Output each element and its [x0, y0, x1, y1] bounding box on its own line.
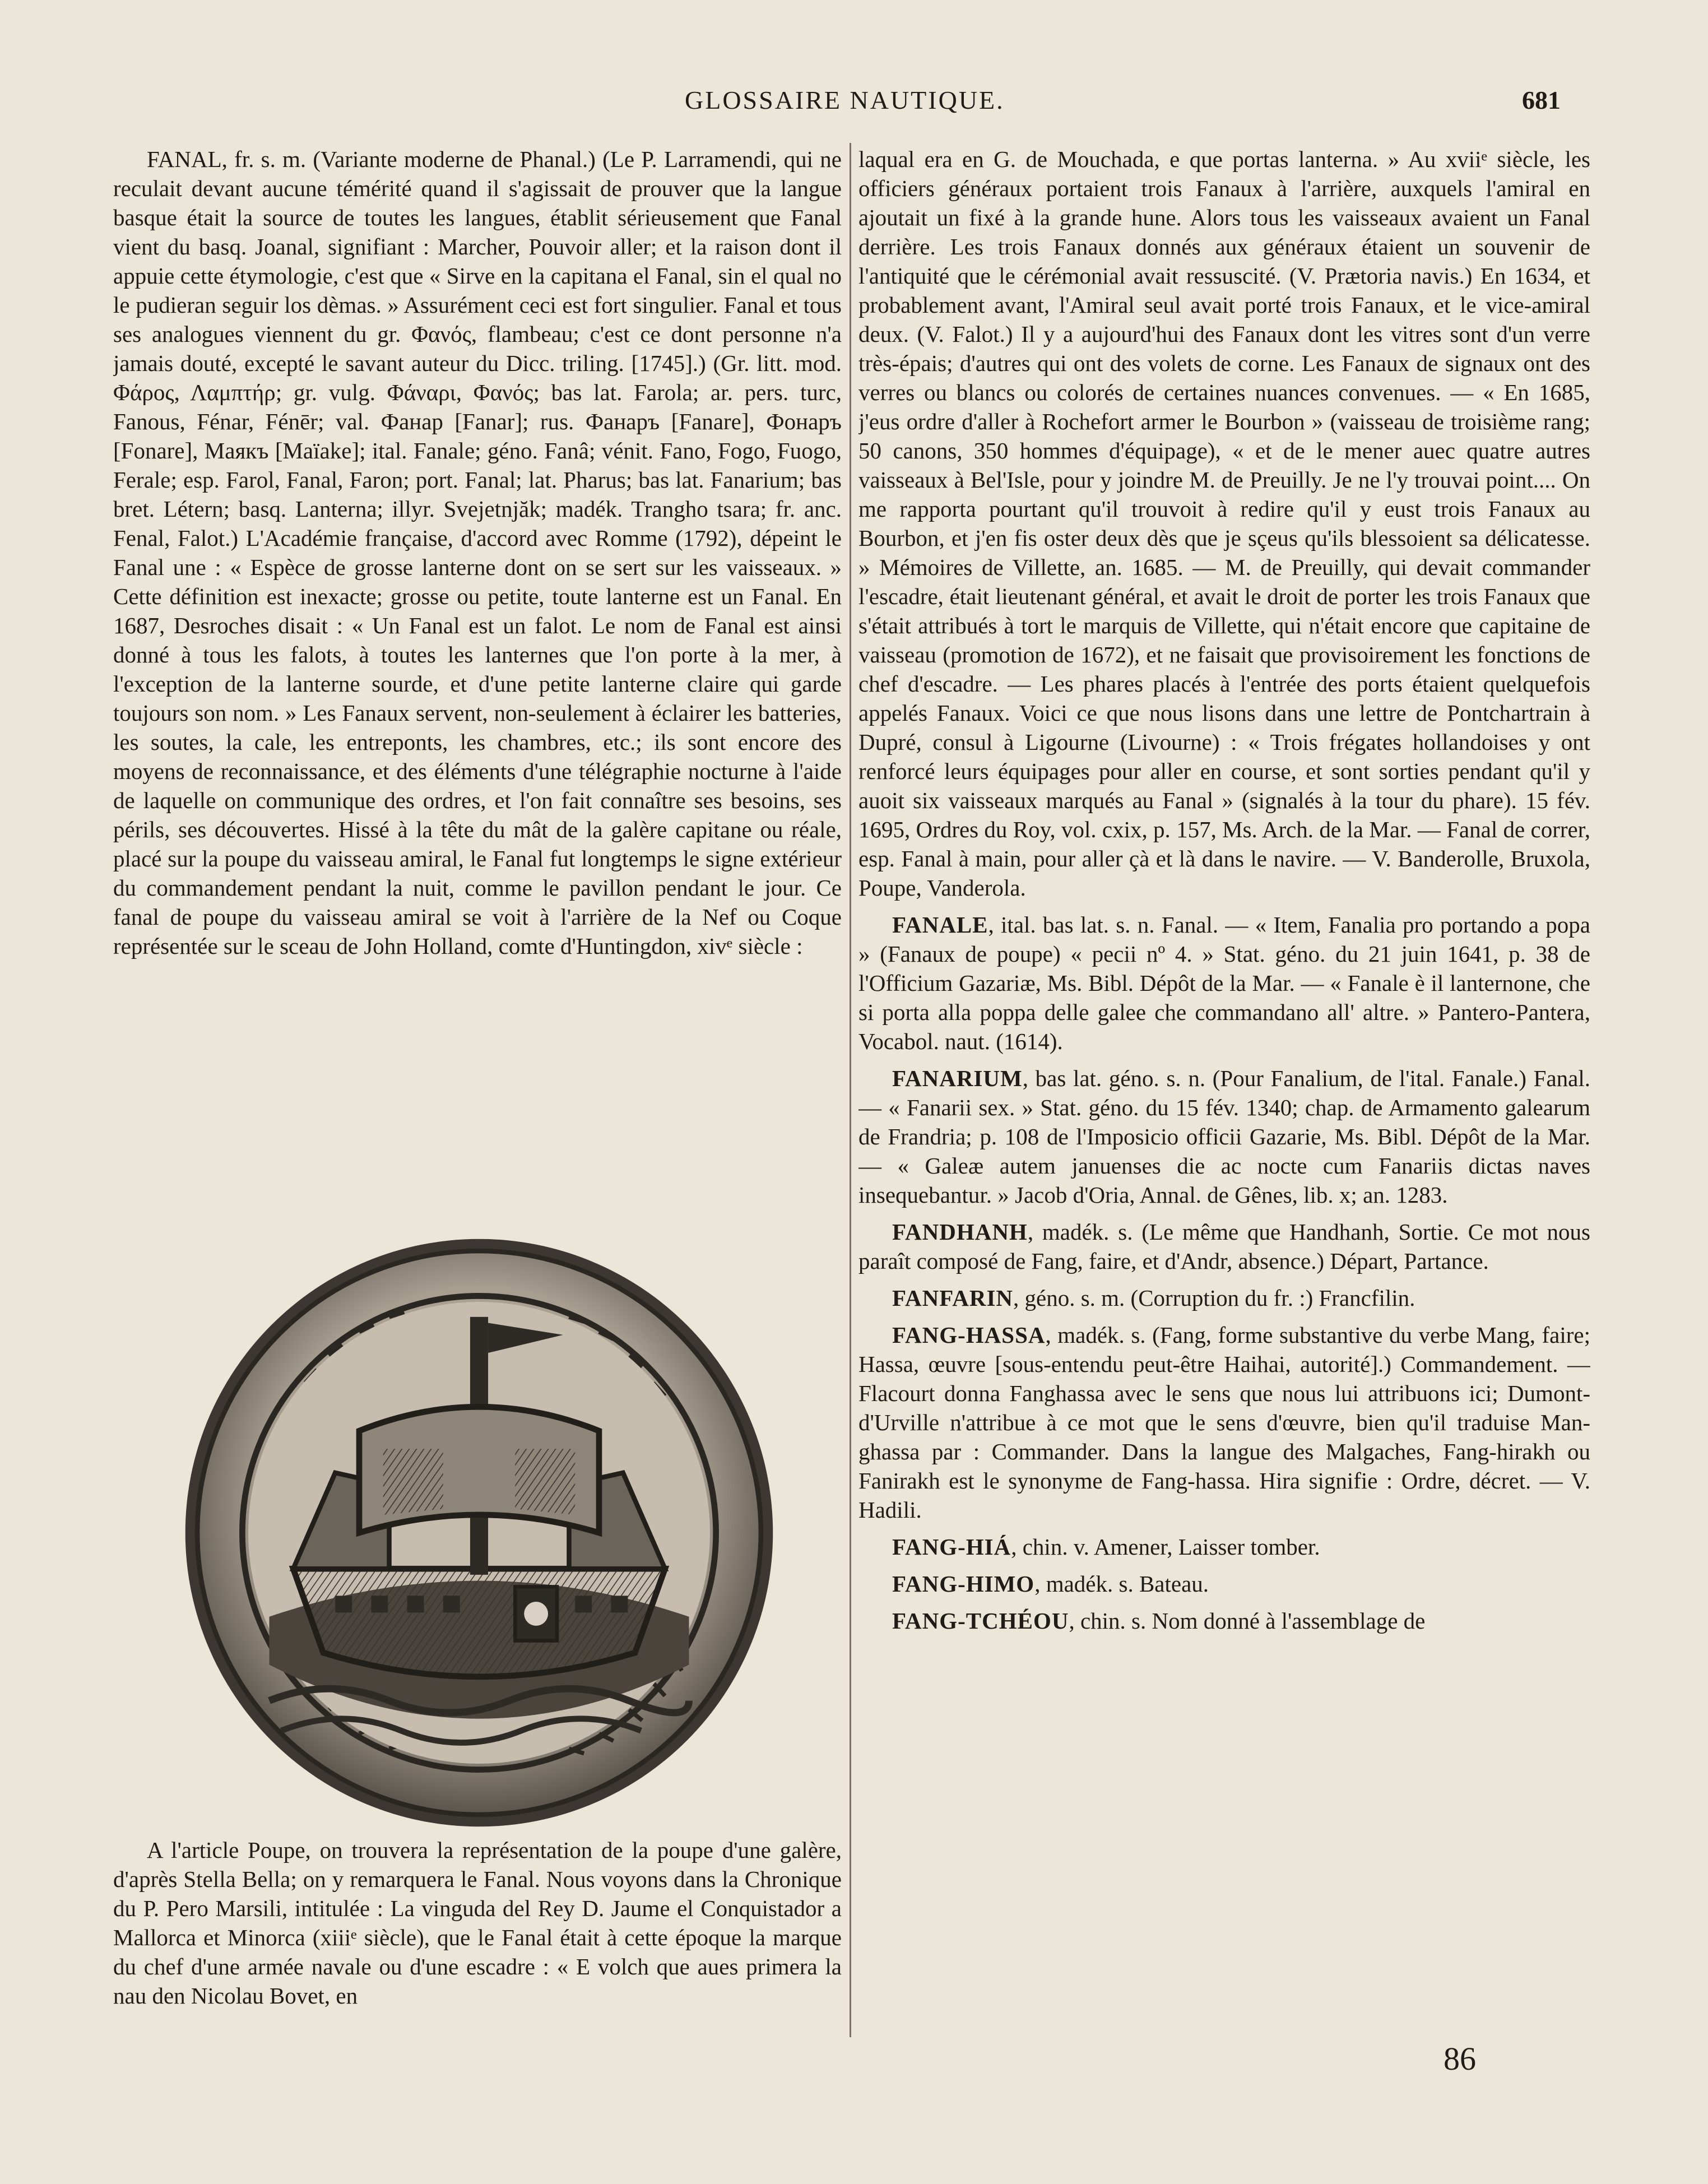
- entry-body: , ital. bas lat. s. n. Fanal. — « Item, Fanalia pro portando a popa » (Fanaux de poupe) « pecii nº 4. » Stat. géno. du 21 juin 1641, p. 38 de l'Officium Gazariæ, Ms. Bibl. Dépôt de la Mar. — « Fanale è il lanternone, che si porta alla poppa delle galee che commandano all' altre. » Pantero-Pantera, Vocabol. naut. (1614).: [858, 912, 1590, 1054]
- fanal-entry: FANAL, fr. s. m. (Variante moderne de Phanal.) (Le P. Larramendi, qui ne reculait devant aucune témérité quand il s'agissait de prouver que la langue basque était la source de toutes les langues, établit sérieusement que Fanal vient du basq. Joanal, signifiant : Marcher, Pouvoir aller; et la raison dont il appuie cette étymologie, c'est que « Sirve en la capitana el Fanal, sin el qual no le pudieran seguir los dèmas. » Assurément ceci est fort singulier. Fanal et tous ses analogues viennent du gr. Φανός, flambeau; c'est ce dont personne n'a jamais douté, excepté le savant auteur du Dicc. triling. [1745].) (Gr. litt. mod. Φάρος, Λαμπτήρ; gr. vulg. Φάναρι, Φανός; bas lat. Farola; ar. pers. turc, Fanous, Fénar, Fénēr; val. Фанар [Fanar]; rus. Фанаръ [Fanare], Фонаръ [Fonare], Маякъ [Maïake]; ital. Fanale; géno. Fanâ; vénit. Fano, Fogo, Fuogo, Ferale; esp. Farol, Fanal, Faron; port. Fanal; lat. Pharus; bas lat. Fanarium; bas bret. Létern; basq. Lanterna; illyr. Svejetnjăk; madék. Trangho tsara; fr. anc. Fenal, Falot.) L'Académie française, d'accord avec Romme (1792), dépeint le Fanal une : « Espèce de grosse lanterne dont on se sert sur les vaisseaux. » Cette définition est inexacte; grosse ou petite, toute lanterne est un Fanal. En 1687, Desroches disait : « Un Fanal est un falot. Le nom de Fanal est ainsi donné à tous les falots, à toutes les lanternes que l'on porte à la mer, à l'exception de la lanterne sourde, et d'une petite lanterne claire qui garde toujours son nom. » Les Fanaux servent, non-seulement à éclairer les batteries, les soutes, la cale, les entreponts, les chambres, etc.; ils sont encore des moyens de reconnaissance, et des éléments d'une télégraphie nocturne à l'aide de laquelle on communique des ordres, et l'on fait connaître ses besoins, ses périls, ses découvertes. Hissé à la tête du mât de la galère capitane ou réale, placé sur la poupe du vaisseau amiral, le Fanal fut longtemps le signe extérieur du commandement pendant la nuit, comme le pavillon pendant le jour. Ce fanal de poupe du vaisseau amiral se voit à l'arrière de la Nef ou Coque représentée sur le sceau de John Holland, comte d'Huntingdon, xivᵉ siècle :: [113, 146, 842, 959]
- after-seal-paragraph: [113, 1835, 842, 2010]
- entry-body: , madék. s. Bateau.: [1034, 1571, 1209, 1597]
- left-column: [113, 145, 842, 961]
- entry-body: , bas lat. géno. s. n. (Pour Fanalium, de l'ital. Fanale.) Fanal. — « Fanarii sex. » Stat. géno. du 15 fév. 1340; chap. de Armamento galearum de Frandria; p. 108 de l'Imposicio officii Gazarie, Ms. Bibl. Dépôt de la Mar. — « Galeæ autem januenses die ac nocte cum Fanariis dictas naves insequebantur. » Jacob d'Oria, Annal. de Gênes, lib. x; an. 1283.: [858, 1065, 1590, 1208]
- entry-body: , chin. v. Amener, Laisser tomber.: [1011, 1534, 1320, 1560]
- entry-fanfarin: [858, 1283, 1590, 1313]
- entry-fang-himo: [858, 1569, 1590, 1598]
- headword: FANALE: [892, 912, 988, 938]
- entry-body: , géno. s. m. (Corruption du fr. :) Francfilin.: [1013, 1285, 1415, 1311]
- entry-body: , chin. s. Nom donné à l'assemblage de: [1069, 1608, 1426, 1634]
- right-column: [858, 145, 1590, 2039]
- column-divider: [850, 143, 851, 2037]
- seal-of-john-holland-ship-icon: [179, 1233, 779, 1833]
- headword: FANG-HIÁ: [892, 1534, 1011, 1560]
- entry-body: , madék. s. (Fang, forme substantive du verbe Mang, faire; Hassa, œuvre [sous-entendu peut-être Haihai, autorité].) Commandement. — Flacourt donna Fanghassa avec le sens que nous lui attribuons ici; Dumont-d'Urville n'attribue à ce mot que le sens d'œuvre, bien qu'il traduise Man-ghassa par : Commander. Dans la langue des Malgaches, Fang-hirakh ou Fanirakh est le synonyme de Fang-hassa. Hira signifie : Ordre, décret. — V. Hadili.: [858, 1322, 1590, 1523]
- page-number: 681: [1522, 86, 1561, 114]
- entry-fandhanh: [858, 1217, 1590, 1276]
- headword: FANDHANH: [892, 1219, 1028, 1245]
- entry-body: , madék. s. (Le même que Handhanh, Sortie. Ce mot nous paraît composé de Fang, faire, et d'Andr, absence.) Départ, Partance.: [858, 1219, 1590, 1274]
- headword: FANG-TCHÉOU: [892, 1608, 1069, 1634]
- entry-fanale: [858, 910, 1590, 1056]
- headword: FANG-HIMO: [892, 1571, 1035, 1597]
- entry-fang-hassa: [858, 1320, 1590, 1524]
- seal-illustration: [179, 1233, 779, 1833]
- page-title: GLOSSAIRE NAUTIQUE.: [685, 86, 1005, 114]
- headword: FANFARIN: [892, 1285, 1014, 1311]
- entry-fang-tcheou: [858, 1606, 1590, 1635]
- running-header: [0, 85, 1708, 119]
- poupe-reference-text: A l'article Poupe, on trouvera la représentation de la poupe d'une galère, d'après Stella Bella; on y remarquera le Fanal. Nous voyons dans la Chronique du P. Pero Marsili, intitulée : La vinguda del Rey D. Jaume el Conquistador a Mallorca et Minorca (xiiiᵉ siècle), que le Fanal était à cette époque la marque du chef d'une armée navale ou d'une escadre : « E volch que aues primera la nau den Nicolau Bovet, en: [113, 1837, 842, 2009]
- fanal-continuation: laqual era en G. de Mouchada, e que portas lanterna. » Au xviiᵉ siècle, les officiers généraux portaient trois Fanaux à l'arrière, auxquels l'amiral en ajoutait un fixé à la grande hune. Alors tous les vaisseaux avaient un Fanal derrière. Les trois Fanaux donnés aux généraux étaient un souvenir de l'antiquité que le cérémonial avait ressuscité. (V. Prætoria navis.) En 1634, et probablement avant, l'Amiral seul avait porté trois Fanaux, et le vice-amiral deux. (V. Falot.) Il y a aujourd'hui des Fanaux dont les vitres sont d'un verre très-épais; d'autres qui ont des volets de corne. Les Fanaux de signaux ont des verres ou blancs ou colorés de certaines nuances convenues. — « En 1685, j'eus ordre d'aller à Rochefort armer le Bourbon » (vaisseau de troisième rang; 50 canons, 350 hommes d'équipage), « et de le mener auec quatre autres vaisseaux à Bel'Isle, pour y joindre M. de Preuilly. Je ne l'y trouvai point.... On me rapporta pourtant qu'il trouvoit à redire qu'il y eust trois Fanaux au Bourbon, et j'en fis oster deux dès que je sçeus qu'ils blessoient sa délicatesse. » Mémoires de Villette, an. 1685. — M. de Preuilly, qui devait commander l'escadre, était lieutenant général, et avait le droit de porter les trois Fanaux que s'était attribués à tort le marquis de Villette, qui n'était encore que capitaine de vaisseau (promotion de 1672), et ne faisait que provisoirement les fonctions de chef d'escadre. — Les phares placés à l'entrée des ports étaient quelquefois appelés Fanaux. Voici ce que nous lisons dans une lettre de Pontchartrain à Dupré, consul à Ligourne (Livourne) : « Trois frégates hollandoises y ont renforcé leurs équipages pour aller en course, et sont sorties pendant qu'il y auoit six vaisseaux marqués au Fanal » (signalés à la tour du phare). 15 fév. 1695, Ordres du Roy, vol. cxix, p. 157, Ms. Arch. de la Mar. — Fanal de correr, esp. Fanal à main, pour aller çà et là dans le navire. — V. Banderolle, Bruxola, Poupe, Vanderola.: [858, 146, 1590, 901]
- headword: FANG-HASSA: [892, 1322, 1046, 1348]
- entry-fang-hia: [858, 1532, 1590, 1561]
- entry-fanarium: [858, 1064, 1590, 1209]
- headword: FANARIUM: [892, 1065, 1023, 1091]
- signature-mark: 86: [1444, 2041, 1476, 2077]
